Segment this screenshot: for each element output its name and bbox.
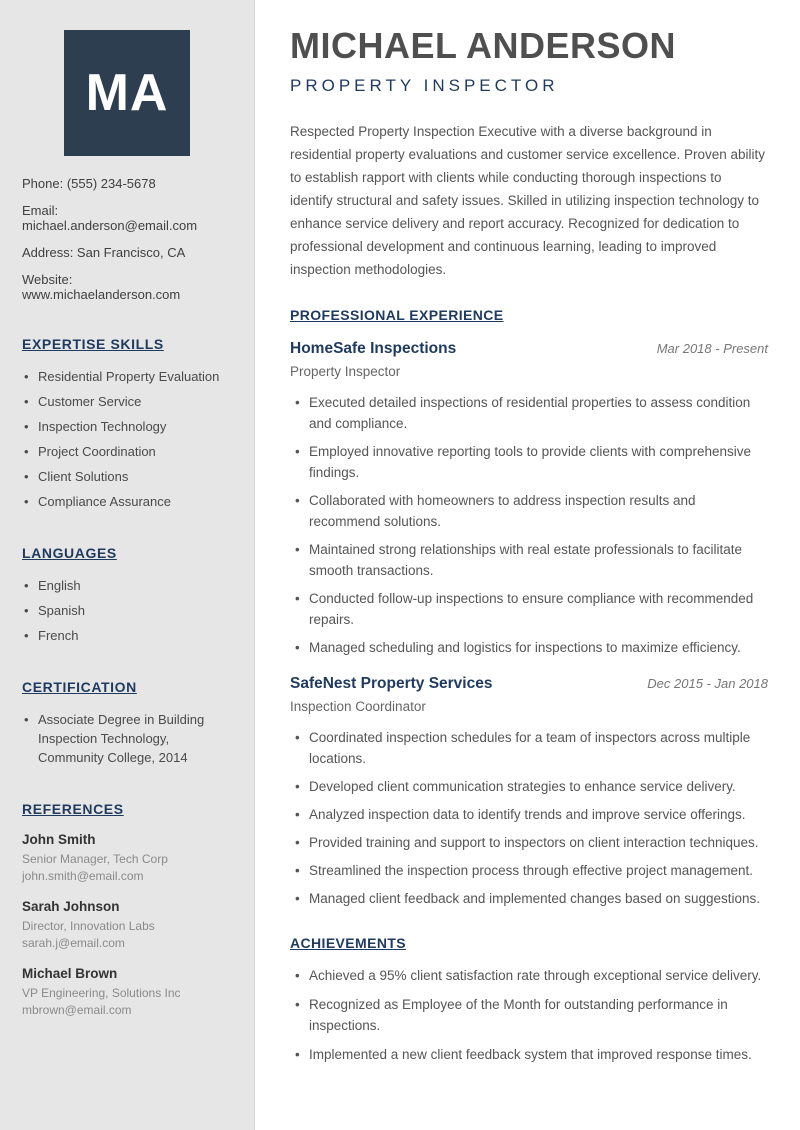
job-bullet: • Employed innovative reporting tools to provide clients with comprehensive findings.	[290, 441, 768, 483]
job-bullet: • Analyzed inspection data to identify trends and improve service offerings.	[290, 804, 768, 825]
language-item: • Spanish	[22, 601, 232, 620]
company-name: HomeSafe Inspections	[290, 340, 457, 357]
job-bullet: • Managed client feedback and implemented changes based on suggestions.	[290, 888, 768, 909]
skills-heading: EXPERTISE SKILLS	[22, 336, 164, 352]
reference-name: Sarah Johnson	[22, 899, 120, 914]
job-bullet: • Conducted follow-up inspections to ensure compliance with recommended repairs.	[290, 588, 768, 630]
reference-title: Senior Manager, Tech Corp	[22, 852, 168, 866]
job-bullet: • Maintained strong relationships with real estate professionals to facilitate smooth transactions.	[290, 539, 768, 581]
contact-phone: Phone: (555) 234-5678	[22, 176, 156, 191]
skill-item: • Inspection Technology	[22, 417, 232, 436]
job-bullet-list	[290, 727, 768, 909]
languages-heading: LANGUAGES	[22, 545, 117, 561]
contact-email: Email: michael.anderson@email.com	[22, 203, 198, 233]
reference-email: sarah.j@email.com	[22, 936, 125, 950]
achievements-list	[290, 965, 768, 1065]
contact-info	[22, 176, 232, 302]
job-role: Inspection Coordinator	[290, 699, 426, 714]
references-heading: REFERENCES	[22, 801, 124, 817]
reference-name: Michael Brown	[22, 966, 118, 981]
skill-item: • Project Coordination	[22, 442, 232, 461]
job-entry-homesafe	[290, 340, 768, 658]
avatar-initials: MA	[85, 64, 169, 122]
skills-list	[22, 367, 232, 511]
language-item: • English	[22, 576, 232, 595]
contact-website: Website: www.michaelanderson.com	[22, 272, 181, 302]
experience-heading: PROFESSIONAL EXPERIENCE	[290, 307, 504, 323]
reference-title: Director, Innovation Labs	[22, 919, 155, 933]
company-name: SafeNest Property Services	[290, 675, 493, 692]
job-entry-safenest	[290, 675, 768, 909]
job-bullet: • Developed client communication strategies to enhance service delivery.	[290, 776, 768, 797]
job-bullet: • Managed scheduling and logistics for inspections to maximize efficiency.	[290, 637, 768, 658]
job-header	[290, 340, 768, 358]
languages-list	[22, 576, 232, 645]
reference-email: mbrown@email.com	[22, 1003, 132, 1017]
candidate-name: MICHAEL ANDERSON	[290, 25, 677, 66]
certification-item: • Associate Degree in Building Inspection Technology, Community College, 2014	[22, 710, 232, 767]
skill-item: • Customer Service	[22, 392, 232, 411]
reference-entry	[22, 966, 232, 1019]
job-header	[290, 675, 768, 693]
reference-entry	[22, 832, 232, 885]
sidebar	[0, 0, 255, 1130]
job-bullet-list	[290, 392, 768, 658]
summary-paragraph: Respected Property Inspection Executive with a diverse background in residential property evaluations and customer service excellence. Proven ability to establish rapport with clients while conducting thorough inspections to identify structural and safety issues. Skilled in utilizing inspection technology to enhance service delivery and report accuracy. Recognized for dedication to professional development and continuous learning, leading to improved inspection methodologies.	[290, 124, 765, 277]
job-bullet: • Streamlined the inspection process through effective project management.	[290, 860, 768, 881]
skills-section	[22, 336, 232, 511]
job-bullet: • Provided training and support to inspectors on client interaction techniques.	[290, 832, 768, 853]
contact-address: Address: San Francisco, CA	[22, 245, 186, 260]
job-dates: Mar 2018 - Present	[656, 341, 768, 356]
achievement-item: • Recognized as Employee of the Month for outstanding performance in inspections.	[290, 994, 768, 1036]
certification-section	[22, 679, 232, 767]
job-bullet: • Executed detailed inspections of residential properties to assess condition and compliance.	[290, 392, 768, 434]
languages-section	[22, 545, 232, 645]
job-role: Property Inspector	[290, 364, 401, 379]
avatar	[64, 30, 190, 156]
certification-list	[22, 710, 232, 767]
skill-item: • Residential Property Evaluation	[22, 367, 232, 386]
reference-name: John Smith	[22, 832, 96, 847]
skill-item: • Compliance Assurance	[22, 492, 232, 511]
candidate-title: PROPERTY INSPECTOR	[290, 76, 559, 95]
skill-item: • Client Solutions	[22, 467, 232, 486]
main-content	[255, 0, 800, 1130]
job-bullet: • Coordinated inspection schedules for a team of inspectors across multiple locations.	[290, 727, 768, 769]
reference-email: john.smith@email.com	[22, 869, 144, 883]
job-bullet: • Collaborated with homeowners to address inspection results and recommend solutions.	[290, 490, 768, 532]
achievement-item: • Implemented a new client feedback system that improved response times.	[290, 1044, 768, 1065]
reference-title: VP Engineering, Solutions Inc	[22, 986, 181, 1000]
references-section	[22, 801, 232, 1019]
language-item: • French	[22, 626, 232, 645]
reference-entry	[22, 899, 232, 952]
achievement-item: • Achieved a 95% client satisfaction rate through exceptional service delivery.	[290, 965, 768, 986]
job-dates: Dec 2015 - Jan 2018	[647, 676, 768, 691]
certification-heading: CERTIFICATION	[22, 679, 137, 695]
achievements-heading: ACHIEVEMENTS	[290, 935, 407, 951]
